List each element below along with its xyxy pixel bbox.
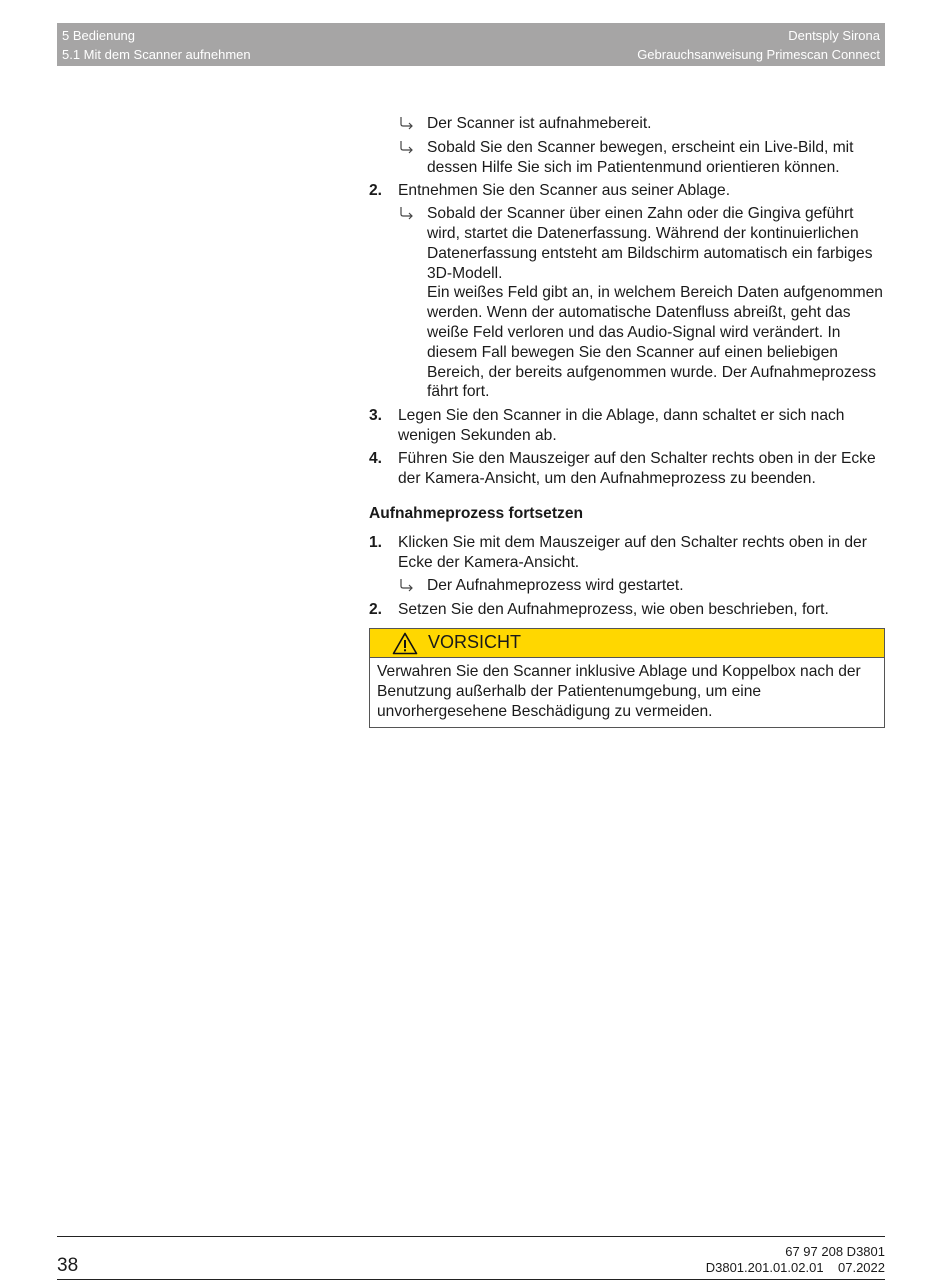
result-item [369, 576, 889, 596]
page-number: 38 [57, 1255, 79, 1276]
result-arrow-icon [399, 140, 415, 156]
header-company: Dentsply Sirona [788, 28, 880, 43]
warning-triangle-icon [392, 632, 418, 655]
step-text: Entnehmen Sie den Scanner aus seiner Ablage. [398, 182, 731, 200]
step-text: Setzen Sie den Aufnahmeprozess, wie oben beschrieben, fort. [398, 600, 829, 618]
footer-divider-bottom [57, 1279, 885, 1280]
caution-title: VORSICHT [428, 632, 522, 653]
header-section: 5.1 Mit dem Scanner aufnehmen [62, 47, 251, 62]
step-2 [369, 181, 889, 201]
step-text: Führen Sie den Mauszeiger auf den Schalter rechts oben in der Ecke der Kamera-Ansicht, um den Aufnahmeprozess zu beenden. [398, 449, 876, 487]
step-3 [369, 406, 889, 446]
step-text: Legen Sie den Scanner in die Ablage, dann schaltet er sich nach wenigen Sekunden ab. [398, 407, 845, 444]
section-subheading: Aufnahmeprozess fortsetzen [369, 505, 584, 523]
result-text: Ein weißes Feld gibt an, in welchem Bereich Daten aufgenommen werden. Wenn der automatische Datenfluss abreißt, geht das weiße Feld verloren und das Audio-Signal wird verändert. In diesem Fall bewegen Sie den Scanner auf einen beliebigen Bereich, der bereits aufgenommen wurde. Der Aufnahmeprozess fährt fort. [427, 284, 883, 401]
result-text: Der Scanner ist aufnahmebereit. [427, 115, 652, 132]
step-number: 2. [369, 600, 383, 618]
step-4 [369, 449, 889, 489]
footer-doc-info [706, 1260, 885, 1276]
page-header [57, 23, 885, 66]
result-text: Sobald der Scanner über einen Zahn oder die Gingiva geführt wird, startet die Datenerfassung. Während der kontinuierlichen Datenerfassung entsteht am Bildschirm automatisch ein farbiges 3D-Modell. [427, 205, 873, 282]
step-number: 4. [369, 449, 383, 467]
result-text: Sobald Sie den Scanner bewegen, erscheint ein Live-Bild, mit dessen Hilfe Sie sich im Patientenmund orientieren können. [427, 138, 854, 176]
result-item [369, 204, 889, 402]
result-arrow-icon [399, 206, 415, 222]
header-chapter: 5 Bedienung [62, 28, 136, 43]
footer-divider-top [57, 1236, 885, 1237]
caution-header [370, 629, 884, 658]
step-text: Klicken Sie mit dem Mauszeiger auf den Schalter rechts oben in der Ecke der Kamera-Ansicht. [398, 534, 867, 571]
continue-step-2 [369, 600, 889, 620]
step-number: 3. [369, 407, 383, 425]
step-number: 1. [369, 534, 383, 552]
result-arrow-icon [399, 578, 415, 594]
result-item [369, 114, 889, 134]
result-text: Der Aufnahmeprozess wird gestartet. [427, 576, 684, 594]
footer-date: 07.2022 [838, 1260, 885, 1275]
result-arrow-icon [399, 116, 415, 132]
header-manual: Gebrauchsanweisung Primescan Connect [637, 47, 880, 62]
footer-doc-code: D3801.201.01.02.01 [705, 1260, 824, 1275]
continue-step-1 [369, 533, 889, 573]
caution-box [369, 628, 885, 727]
result-item [369, 138, 889, 178]
step-number: 2. [369, 182, 383, 200]
caution-text: Verwahren Sie den Scanner inklusive Ablage und Koppelbox nach der Benutzung außerhalb der Patientenumgebung, um eine unvorhergesehene Beschädigung zu vermeiden. [377, 663, 861, 720]
main-content [369, 114, 889, 728]
footer-order-number: 67 97 208 D3801 [785, 1244, 885, 1259]
